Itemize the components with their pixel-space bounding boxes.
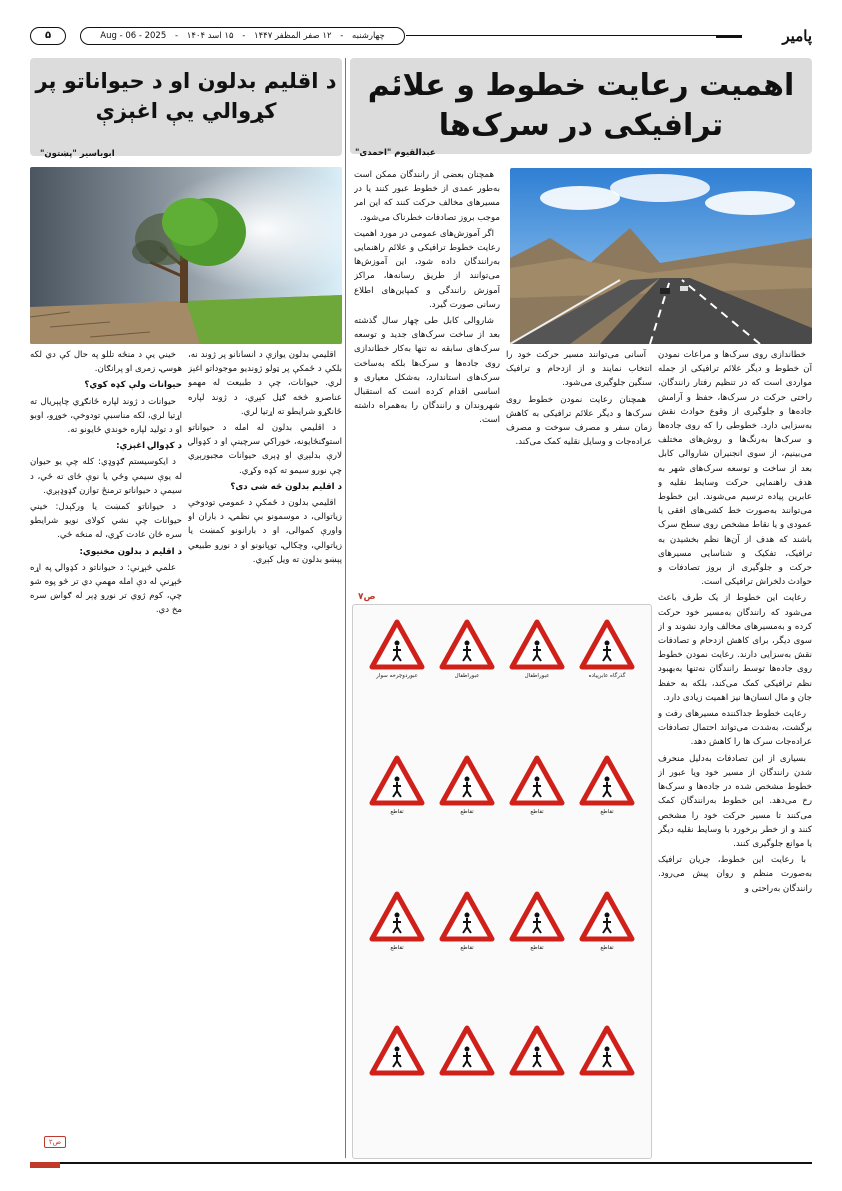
traffic-sign-label: تقاطع: [460, 809, 474, 815]
subheading: د کډوالۍ اغېزې:: [116, 441, 182, 452]
warning-triangle-icon: [509, 891, 565, 943]
date-hijri-lunar: ۱۲ صفر المظفر ۱۴۴۷: [254, 31, 332, 41]
traffic-sign: [439, 891, 495, 963]
warning-triangle-icon: [579, 891, 635, 943]
traffic-sign-label: عبوراطفال: [454, 673, 480, 679]
date-bar: [80, 27, 405, 45]
column-divider: [345, 58, 346, 1158]
paragraph: علمي څېړنې: د حیواناتو د کډوالۍ په اړه څېړنې له دې امله مهمې دي تر څو پوه شو چې، کوم ژوي تر نورو ډېر له ګواښ سره مخ دي.: [30, 562, 182, 616]
traffic-sign: [439, 1025, 495, 1097]
traffic-sign: [579, 1025, 635, 1097]
footer-rule: [30, 1162, 812, 1164]
traffic-sign: [579, 619, 635, 691]
masthead: پامیر: [782, 27, 812, 45]
traffic-sign: [369, 619, 425, 691]
warning-triangle-icon: [439, 619, 495, 671]
traffic-sign: [509, 1025, 565, 1097]
paragraph: خطاندازی روی سرک‌ها و مراعات نمودن آن خطوط و دیگر علائم ترافیکی از جمله مواردی است که در تنظیم رفتار رانندگان، راحتی حرکت در سرک‌ها، حفظ و آرامش جاده‌ها و جلوگیری از وقوع حوادث نقش به‌سزایی دارد. خطوطی را که روی جاده‌ها و سرک‌ها به‌رنگ‌ها و روش‌های مختلف می‌بینیم، از سوی انجنیران شاروالی کابل بعد از ساخت و توسعه سرک‌های شهر به هدف راهنمایی حرکت وسایط نقلیه و عابرین پیاده ترسیم می‌شوند. این خطوط می‌توانند به‌صورت خط کشی‌های افقی یا عمودی و یا نقاط مشخص روی سطح سرک باشند که هدف از آن‌ها نظم بخشیدن به ترافیک، تفکیک و شناسایی مسیرهای حرکت و جلوگیری از بروز تصادفات و حوادث دلخراش ترافیکی است.: [658, 350, 812, 588]
warning-triangle-icon: [579, 1025, 635, 1077]
right-article-column-3: [354, 168, 500, 598]
paragraph: د ایکوسیستم ګډوډي: کله چې یو حیوان له یوې سیمې وځي یا نوې ځای ته ځي، د سیمې د حیواناتو ترمنځ توازن ګډوډېږي.: [30, 457, 182, 496]
traffic-sign: [509, 891, 565, 963]
warning-triangle-icon: [509, 755, 565, 807]
warning-triangle-icon: [369, 619, 425, 671]
paragraph: د اقلیمي بدلون له امله د حیواناتو استوګنځایونه، خوراکي سرچینې او د کډوالۍ لارې بدلېږي او ډېری حیوانات مجبورېږي چې نورو سیمو ته کډه وکړي.: [188, 423, 342, 476]
traffic-sign: [439, 619, 495, 691]
left-article-column-1: [188, 348, 342, 1148]
date-weekday: چهارشنبه: [352, 31, 385, 41]
paragraph: همچنان رعایت نمودن خطوط روی سرک‌ها و دیگر علائم ترافیکی به کاهش زمان سفر و مصرف سوخت و مصرف عراده‌جات و وسایل نقلیه کمک می‌کند.: [506, 394, 652, 448]
traffic-sign-label: تقاطع: [390, 809, 404, 815]
warning-triangle-icon: [509, 619, 565, 671]
date-separator: -: [242, 31, 246, 41]
paragraph: شاروالی کابل طی چهار سال گذشته بعد از ساخت سرک‌های جدید و توسعه سرک‌های سابقه نه تنها به‌کار خطاندازی روی جاده‌ها و سرک‌ها بلکه به‌ساخت سرک‌های استاندارد، به‌شکل معیاری و اساسی اقدام کرده است که استقبال شهروندان و رانندگان را به‌همراه داشته است.: [354, 316, 500, 426]
traffic-sign-label: تقاطع: [460, 945, 474, 951]
traffic-sign: [509, 755, 565, 827]
footer-accent: [30, 1162, 60, 1168]
header-rule: [406, 35, 722, 36]
right-title-box: [350, 58, 812, 154]
traffic-sign: [369, 1025, 425, 1097]
date-separator: -: [340, 31, 344, 41]
traffic-sign: [369, 891, 425, 963]
paragraph: با رعایت این خطوط، جریان ترافیک به‌صورت منظم و روان پیش می‌رود. رانندگان به‌راحتی و: [658, 855, 812, 894]
right-article-title: اهمیت رعایت خطوط و علائم ترافیکی در سرک‌ها: [367, 68, 795, 143]
subheading: حیوانات ولې کډه کوي؟: [84, 380, 182, 391]
date-separator: -: [174, 31, 179, 41]
warning-triangle-icon: [369, 755, 425, 807]
warning-triangle-icon: [509, 1025, 565, 1077]
traffic-sign-label: تقاطع: [530, 809, 544, 815]
traffic-signs-panel: [352, 604, 652, 1159]
paragraph: رعایت این خطوط از یک طرف باعث می‌شود که رانندگان به‌مسیر خود حرکت کرده و به‌مسیرهای مخالف وارد نشوند و از سوی دیگر، برای کاهش ازدحام و تصادفات نقش به‌سزایی دارند. رعایت نمودن خطوط روی جاده‌ها توسط رانندگان نه‌تنها به‌بهبود نظم ترافیکی کمک می‌کند، بلکه به حفظ جان و مال انسان‌ها نیز اهمیت زیادی دارد.: [658, 593, 812, 703]
traffic-sign-label: تقاطع: [390, 945, 404, 951]
paragraph: اقلیمي بدلون یوازې د انسانانو پر ژوند نه، بلکې د ځمکې پر ټولو ژوندیو موجوداتو اغېز لري. حیوانات، چې د طبیعت له مهمو عناصرو څخه ګڼل کېږي، د ژوند لپاره ځانګړو شرایطو ته اړتیا لري.: [188, 350, 342, 417]
traffic-sign-label: عبوراطفال: [524, 673, 550, 679]
page-number: ۵: [30, 27, 66, 45]
paragraph: رعایت خطوط جداکننده مسیرهای رفت و برگشت، به‌شدت می‌تواند احتمال تصادفات عراده‌جات سرک ها را کاهش دهد.: [658, 709, 812, 748]
traffic-sign-label: تقاطع: [600, 809, 614, 815]
traffic-sign: [439, 755, 495, 827]
warning-triangle-icon: [439, 891, 495, 943]
warning-triangle-icon: [579, 619, 635, 671]
traffic-sign-label: عبوردوچرخه سوار: [376, 673, 418, 679]
right-article-column-1: [658, 348, 812, 1160]
right-article-byline: عبدالقیوم "احمدی": [355, 148, 436, 158]
paragraph: بسیاری از این تصادفات به‌دلیل منحرف شدن رانندگان از مسیر خود ویا عبور از خطوط مشخص شده در جاده‌ها و سرک‌ها رخ می‌دهد. این خطوط به‌رانندگان کمک می‌کنند تا مسیر حرکت خود را مشخص کنند و از خطر برخورد با وسایط نقلیه دیگر یا موانع جلوگیری کنند.: [658, 753, 812, 849]
end-page-tag: ص۲: [44, 1136, 66, 1148]
left-title-box: [30, 58, 342, 156]
traffic-sign: [509, 619, 565, 691]
climate-tree-photo: [30, 167, 342, 344]
traffic-sign-label: تقاطع: [530, 945, 544, 951]
traffic-sign-label: تقاطع: [600, 945, 614, 951]
left-article-byline: ابوباسیر "پښتون": [40, 149, 115, 159]
road-photo: [510, 168, 812, 344]
subheading: د اقلیم د بدلون مخنیوي:: [79, 546, 182, 557]
date-hijri-solar: ۱۵ اسد ۱۴۰۴: [186, 31, 234, 41]
date-gregorian: Aug - 06 - 2025: [100, 31, 167, 41]
warning-triangle-icon: [369, 1025, 425, 1077]
paragraph: حیوانات د ژوند لپاره ځانګړي چاپېریال ته اړتیا لري، لکه مناسبې تودوخې، خوړو، اوبو او د تولید لپاره خوندي ځایونو ته.: [30, 396, 182, 436]
paragraph: آسانی می‌توانند مسیر حرکت خود را انتخاب نمایند و از ازدحام و ترافیک سنگین جلوگیری می‌شود.: [506, 350, 652, 389]
page-header: [30, 24, 812, 48]
paragraph: اقلیمي بدلون د ځمکې د عمومي تودوخې زیاتوالی، د موسمونو بې نظمۍ، د باران او واورې کموالی، او د بارانونو کمښت یا زیاتوالي، وچکالۍ، توپانونو او د نورو طبیعي پېښو بدلون ته ویل کېږي.: [188, 498, 342, 565]
traffic-sign: [369, 755, 425, 827]
right-article-column-2: [506, 348, 652, 598]
traffic-sign-label: گذرگاه عابرپیاده: [588, 673, 626, 679]
traffic-sign: [579, 755, 635, 827]
paragraph: همچنان بعضی از رانندگان ممکن است به‌طور عمدی از خطوط عبور کنند یا در مسیرهای مخالف حرکت کنند که این امر موجب بروز تصادفات خطرناک می‌شود.: [354, 170, 500, 223]
traffic-sign: [579, 891, 635, 963]
paragraph: د حیواناتو کمښت یا ورکېدل: خیني حیوانات چې نشي کولای نویو شرایطو سره ځان عادت کړي، له منځه ځي.: [30, 502, 182, 541]
warning-triangle-icon: [439, 755, 495, 807]
warning-triangle-icon: [579, 755, 635, 807]
paragraph: خیني یې د منځه تللو په حال کې دي لکه هوسۍ، زمری او پرانګان.: [30, 350, 182, 375]
subheading: د اقلیم بدلون څه شی دی؟: [230, 481, 342, 492]
continued-page-tag: ص۷: [358, 592, 376, 602]
warning-triangle-icon: [439, 1025, 495, 1077]
left-article-column-2: [30, 348, 182, 1148]
left-article-title: د اقلیم بدلون او د حیواناتو پر کړوالي يې اغېزې: [35, 69, 337, 123]
paragraph: اگر آموزش‌های عمومی در مورد اهمیت رعایت خطوط ترافیکی و علائم راهنمایی به‌رانندگان داده شود، این آموزش‌ها می‌توانند از طریق رسانه‌ها، مراکز آموزش رانندگی و کمپاین‌های اطلاع رسانی صورت گیرد.: [354, 228, 500, 310]
warning-triangle-icon: [369, 891, 425, 943]
